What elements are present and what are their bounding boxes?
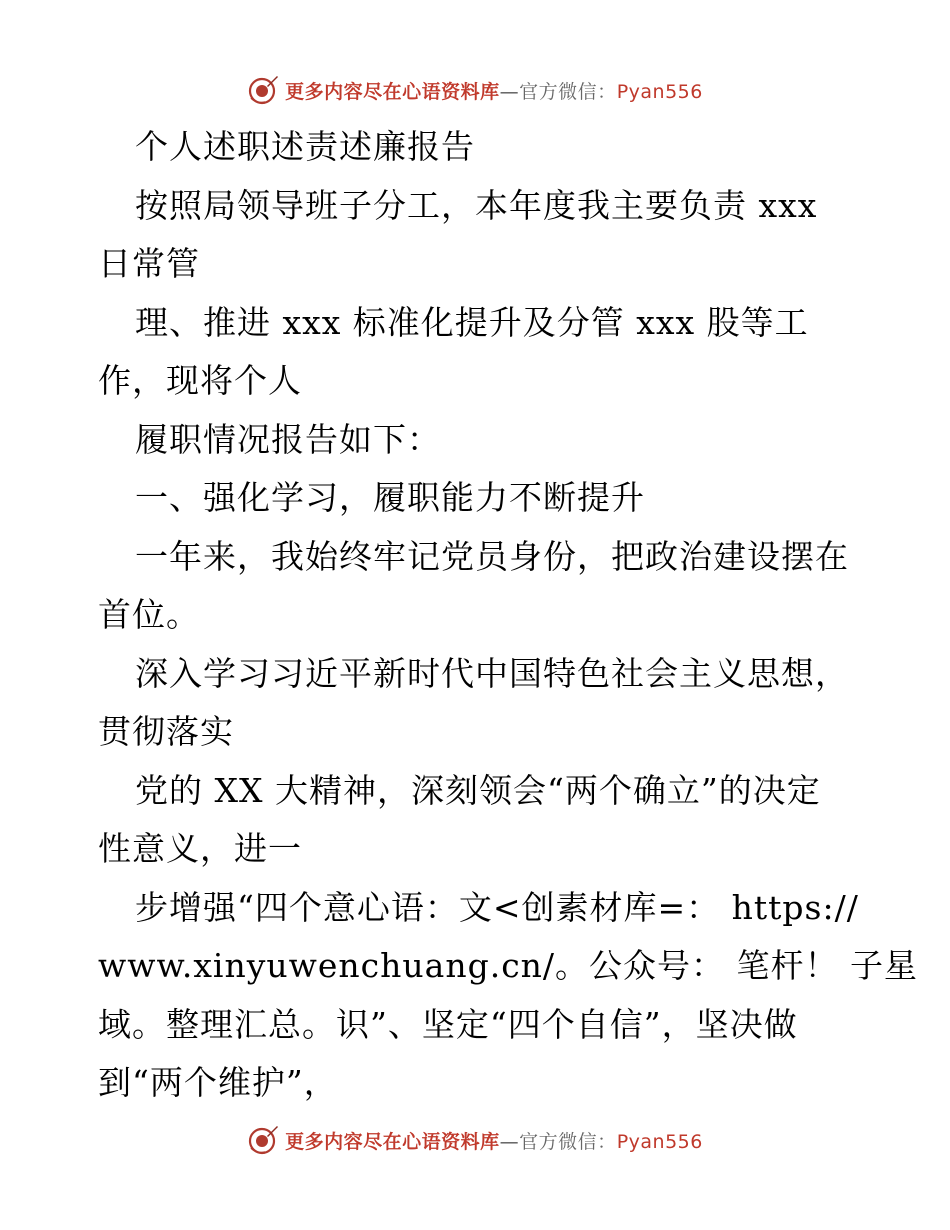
text-line: 性意义，进一 (98, 829, 302, 868)
pen-logo-icon (247, 74, 279, 106)
pen-logo-icon (247, 1124, 279, 1156)
text-line: 一年来，我始终牢记党员身份，把政治建设摆在 (135, 536, 849, 576)
header-watermark (0, 70, 950, 110)
text-line: 首位。 (98, 595, 200, 634)
text-line: 域。整理汇总。识”、坚定“四个自信”，坚决做 (98, 1004, 798, 1044)
text-line: www.xinyuwenchuang.cn/。公众号： 笔杆！ 子星 (98, 946, 919, 985)
text-line: 深入学习习近平新时代中国特色社会主义思想， (135, 653, 849, 693)
text-line: 作，现将个人 (98, 361, 302, 400)
text-line: 日常管 (98, 244, 200, 283)
text-line: 步增强“四个意心语：文<创素材库=： https:// (135, 887, 859, 927)
document-body (98, 118, 919, 1113)
watermark-text: 更多内容尽在心语资料库—官方微信：Pyan556 (285, 80, 703, 103)
text-line: 一、强化学习，履职能力不断提升 (135, 478, 645, 517)
text-line: 理、推进 xxx 标准化提升及分管 xxx 股等工 (135, 302, 809, 342)
text-line: 贯彻落实 (98, 712, 234, 751)
footer-watermark (0, 1120, 950, 1160)
text-line: 个人述职述责述廉报告 (135, 127, 475, 166)
text-line: 按照局领导班子分工，本年度我主要负责 xxx (135, 185, 818, 225)
text-line: 党的 XX 大精神，深刻领会“两个确立”的决定 (135, 770, 821, 810)
text-line: 履职情况报告如下： (135, 419, 441, 459)
watermark-text: 更多内容尽在心语资料库—官方微信：Pyan556 (285, 1130, 703, 1153)
text-line: 到“两个维护”， (98, 1063, 338, 1102)
